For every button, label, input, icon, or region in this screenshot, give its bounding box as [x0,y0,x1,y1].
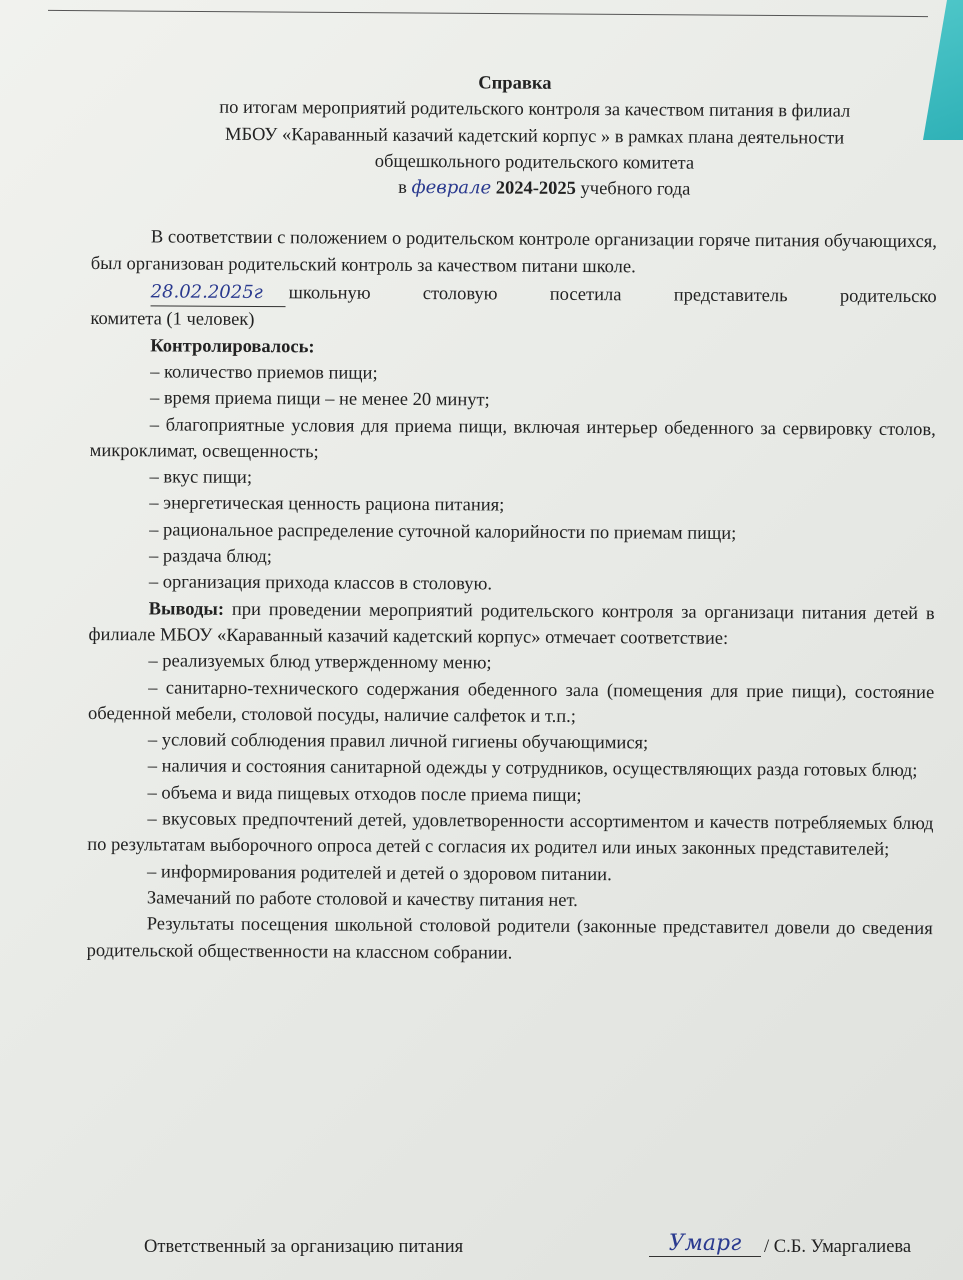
subtitle-line-2: МБОУ «Караванный казачий кадетский корпус » в рамках плана деятельности [224,124,845,149]
list-item: – раздача блюд; [148,546,273,568]
conclusions-heading: Выводы: [148,598,225,620]
controlled-heading: Контролировалось: [150,336,315,358]
list-item: – вкусовых предпочтений детей, удовлетворенности ассортиментом и качеств потребляемых блюд по результатам выборочного опроса детей с согласия их родител или иных законных представителей; [87,809,934,861]
doc-title: Справка [478,73,552,94]
top-rule [48,10,928,17]
results-paragraph: Результаты посещения школьной столовой родители (законные представител довели до сведения родительской общественности на классном собрании. [86,914,933,964]
period-suffix: учебного года [580,179,691,200]
period-year: 2024-2025 [495,178,576,200]
visit-line [151,279,937,311]
responsible-role: Ответственный за организацию питания [144,1237,464,1257]
list-item: – количество приемов пищи; [150,362,378,384]
remarks-line: Замечаний по работе столовой и качеству питания нет. [146,888,578,911]
period-prefix: в [398,178,407,199]
list-item: – энергетическая ценность рациона питания; [149,493,505,516]
controlled-list [89,359,936,601]
list-item: – благоприятные условия для приема пищи, включая интерьер обеденного за сервировку столов, микроклимат, освещенность; [89,414,936,463]
list-item: – реализуемых блюд утвержденному меню; [148,651,492,674]
list-item: – объема и вида пищевых отходов после приема пищи; [147,783,582,806]
handwritten-signature: Умарг [649,1231,761,1257]
subtitle-line-1: по итогам мероприятий родительского контроля за качеством питания в филиал [219,98,851,122]
subtitle-line-3: общешкольного родительского комитета [374,151,695,174]
conclusions-list [87,648,934,890]
list-item: – вкус пищи; [149,467,253,489]
conclusions-paragraph [88,596,934,654]
list-item: – наличия и состояния санитарной одежды у сотрудников, осуществляющих разда готовых блюд; [147,756,918,782]
list-item: – рациональное распределение суточной калорийности по приемам пищи; [149,520,737,544]
list-item: – санитарно-технического содержания обеденного зала (помещения для прие пищи), состояние обеденной мебели, столовой посуды, наличие салфеток и т.п.; [87,677,935,727]
list-item: – организация прихода классов в столовую. [148,572,493,595]
period-month-handwritten: феврале [411,177,492,199]
document-body [87,68,938,969]
list-item: – условий соблюдения правил личной гигиены обучающимися; [147,730,649,754]
intro-paragraph: В соответствии с положением о родительском контроле организации горяче питания обучающихся, был организован родительский контроль за качеством питани школе. [90,227,938,278]
visit-line-2: комитета (1 человек) [90,309,255,331]
conclusions-text: при проведении мероприятий родительского контроля за организаци питания детей в филиале МБОУ «Караванный казачий кадетский корпус» отмечает соответствие: [88,599,935,649]
responsible-name: / С.Б. Умаргалиева [764,1237,912,1257]
list-item: – время приема пищи – не менее 20 минут; [149,388,490,411]
visit-text: школьную столовую посетила представитель родительско [288,283,937,308]
list-item: – информирования родителей и детей о здоровом питании. [147,861,612,885]
visit-date-handwritten: 28.02.2025г [151,279,286,307]
